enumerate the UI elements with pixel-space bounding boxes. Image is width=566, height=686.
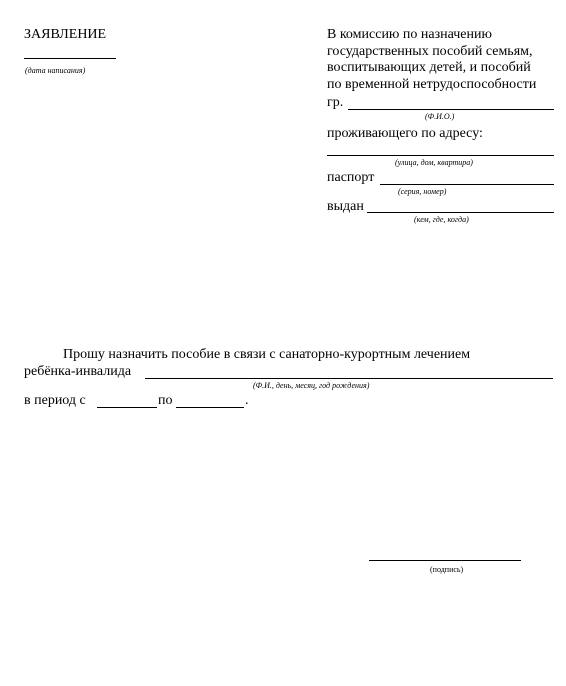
addressee-line-4: по временной нетрудоспособности <box>327 76 537 92</box>
request-line-1: Прошу назначить пособие в связи с санаторно-курортным лечением <box>63 347 471 362</box>
request-line-2-label: ребёнка-инвалида <box>24 364 132 379</box>
signature-line[interactable] <box>369 560 521 561</box>
date-line[interactable] <box>24 58 116 59</box>
issued-caption: (кем, где, когда) <box>414 215 469 224</box>
address-line[interactable] <box>327 155 554 156</box>
fio-line[interactable] <box>348 109 554 110</box>
addressee-line-3: воспитывающих детей, и пособий <box>327 60 531 75</box>
address-label: проживающего по адресу: <box>327 126 483 141</box>
period-to-label: по <box>158 393 173 408</box>
fio-caption: (Ф.И.О.) <box>425 112 455 121</box>
date-caption: (дата написания) <box>25 66 86 75</box>
passport-caption: (серия, номер) <box>398 187 447 196</box>
child-line[interactable] <box>145 378 553 379</box>
gr-label: гр. <box>327 95 344 110</box>
period-prefix: в период с <box>24 393 86 408</box>
addressee-line-2: государственных пособий семьям, <box>327 43 533 59</box>
issued-line[interactable] <box>367 212 554 213</box>
period-from-line[interactable] <box>97 407 157 408</box>
issued-label: выдан <box>327 199 364 214</box>
period-to-line[interactable] <box>176 407 244 408</box>
period-end: . <box>245 393 249 408</box>
child-caption: (Ф.И., день, месяц, год рождения) <box>253 381 370 390</box>
passport-line[interactable] <box>380 184 554 185</box>
addressee-line-1: В комиссию по назначению <box>327 27 492 42</box>
passport-label: паспорт <box>327 170 375 185</box>
document-title: ЗАЯВЛЕНИЕ <box>24 27 107 42</box>
signature-caption: (подпись) <box>430 565 464 574</box>
addressee-block <box>327 27 562 93</box>
address-caption: (улица, дом, квартира) <box>395 158 473 167</box>
